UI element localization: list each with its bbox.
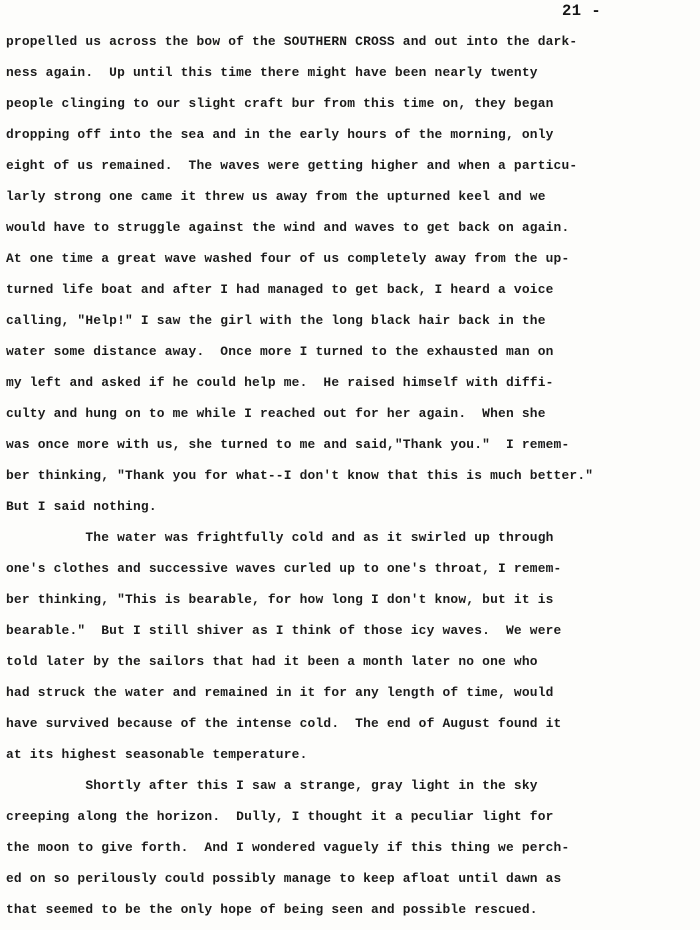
text-line: ed on so perilously could possibly manage to keep afloat until dawn as [6,871,562,886]
text-line: eight of us remained. The waves were getting higher and when a particu- [6,158,578,173]
text-line: one's clothes and successive waves curled up to one's throat, I remem- [6,561,562,576]
text-line: people clinging to our slight craft bur from this time on, they began [6,96,554,111]
text-line: had struck the water and remained in it for any length of time, would [6,685,554,700]
text-line: dropping off into the sea and in the early hours of the morning, only [6,127,554,142]
text-line: at its highest seasonable temperature. [6,747,308,762]
text-line: calling, "Help!" I saw the girl with the long black hair back in the [6,313,546,328]
text-line: have survived because of the intense cold. The end of August found it [6,716,562,731]
text-line: was once more with us, she turned to me and said,"Thank you." I remem- [6,437,570,452]
text-line: ness again. Up until this time there might have been nearly twenty [6,65,538,80]
text-line: told later by the sailors that had it been a month later no one who [6,654,538,669]
page-number: 21 - [562,2,602,20]
text-line: Shortly after this I saw a strange, gray light in the sky [6,778,538,793]
text-line: culty and hung on to me while I reached out for her again. When she [6,406,546,421]
text-line: But I said nothing. [6,499,157,514]
text-line: ber thinking, "Thank you for what--I don't know that this is much better." [6,468,594,483]
text-line: larly strong one came it threw us away from the upturned keel and we [6,189,546,204]
text-line: At one time a great wave washed four of us completely away from the up- [6,251,570,266]
text-line: the moon to give forth. And I wondered vaguely if this thing we perch- [6,840,570,855]
text-line: The water was frightfully cold and as it swirled up through [6,530,554,545]
text-line: would have to struggle against the wind and waves to get back on again. [6,220,570,235]
text-line: ber thinking, "This is bearable, for how long I don't know, but it is [6,592,554,607]
text-line: creeping along the horizon. Dully, I thought it a peculiar light for [6,809,554,824]
text-line: my left and asked if he could help me. He raised himself with diffi- [6,375,554,390]
text-line: bearable." But I still shiver as I think of those icy waves. We were [6,623,562,638]
text-line: water some distance away. Once more I turned to the exhausted man on [6,344,554,359]
text-line: that seemed to be the only hope of being seen and possible rescued. [6,902,538,917]
text-line: propelled us across the bow of the SOUTHERN CROSS and out into the dark- [6,34,578,49]
text-line: turned life boat and after I had managed to get back, I heard a voice [6,282,554,297]
